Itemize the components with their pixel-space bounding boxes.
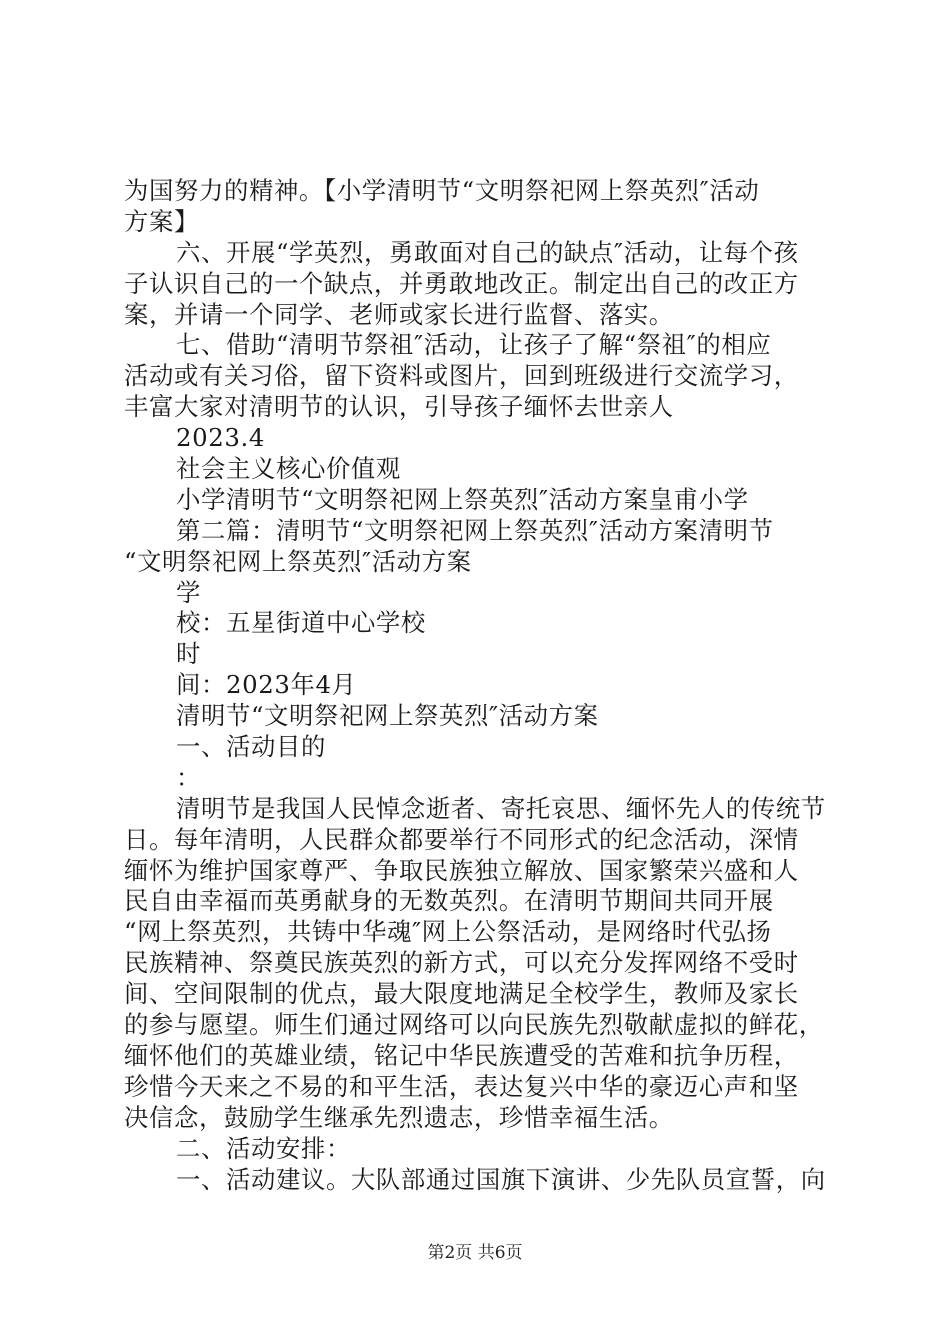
text-line: 缅怀他们的英雄业绩，铭记中华民族遭受的苦难和抗争历程， xyxy=(124,1040,799,1070)
text-line: 珍惜今天来之不易的和平生活，表达复兴中华的豪迈心声和坚 xyxy=(124,1071,799,1101)
text-line: 清明节是我国人民悼念逝者、寄托哀思、缅怀先人的传统节 xyxy=(176,793,826,823)
text-line: 小学清明节“文明祭祀网上祭英烈″活动方案皇甫小学 xyxy=(176,484,749,514)
text-line: 间、空间限制的优点，最大限度地满足全校学生，教师及家长 xyxy=(124,979,799,1009)
text-line: 一、活动目的 xyxy=(176,732,326,762)
text-line: 为国努力的精神。【小学清明节“文明祭祀网上祭英烈″活动 xyxy=(124,176,760,205)
text-line: 2023.4 xyxy=(176,423,265,453)
text-line: 二、活动安排： xyxy=(176,1133,351,1163)
text-line: 时 xyxy=(176,639,201,669)
text-line: 七、借助“清明节祭祖″活动，让孩子了解“祭祖″的相应 xyxy=(176,330,772,360)
text-line: 缅怀为维护国家尊严、争取民族独立解放、国家繁荣兴盛和人 xyxy=(124,855,799,885)
text-line: “文明祭祀网上祭英烈″活动方案 xyxy=(124,546,472,576)
text-line: “网上祭英烈，共铸中华魂″网上公祭活动，是网络时代弘扬 xyxy=(124,917,772,947)
document-body xyxy=(124,176,839,1195)
text-line: 日。每年清明，人民群众都要举行不同形式的纪念活动，深情 xyxy=(124,824,799,854)
text-line: 学 xyxy=(176,577,201,607)
text-line: 社会主义核心价值观 xyxy=(176,454,401,484)
text-line: 丰富大家对清明节的认识，引导孩子缅怀去世亲人 xyxy=(124,392,674,422)
text-line: 案，并请一个同学、老师或家长进行监督、落实。 xyxy=(124,299,674,329)
text-line: 活动或有关习俗，留下资料或图片，回到班级进行交流学习， xyxy=(124,361,799,391)
text-line: 第二篇：清明节“文明祭祀网上祭英烈″活动方案清明节 xyxy=(176,515,774,545)
page-footer: 第2页 共6页 xyxy=(427,1243,523,1263)
text-line: 民自由幸福而英勇献身的无数英烈。在清明节期间共同开展 xyxy=(124,886,774,916)
text-line: 间：2023年4月 xyxy=(176,670,357,700)
text-line: 决信念，鼓励学生继承先烈遗志，珍惜幸福生活。 xyxy=(124,1102,674,1132)
text-line: 方案】 xyxy=(124,206,199,236)
text-line: ： xyxy=(176,762,201,792)
text-line: 的参与愿望。师生们通过网络可以向民族先烈敬献虚拟的鲜花， xyxy=(124,1010,824,1040)
text-line: 六、开展“学英烈，勇敢面对自己的缺点″活动，让每个孩 xyxy=(176,237,799,267)
text-line: 一、活动建议。大队部通过国旗下演讲、少先队员宣誓，向 xyxy=(176,1164,826,1194)
text-line: 民族精神、祭奠民族英烈的新方式，可以充分发挥网络不受时 xyxy=(124,948,799,978)
text-line: 清明节“文明祭祀网上祭英烈″活动方案 xyxy=(176,701,599,731)
text-line: 子认识自己的一个缺点，并勇敢地改正。制定出自己的改正方 xyxy=(124,268,799,298)
text-line: 校：五星街道中心学校 xyxy=(176,608,426,638)
